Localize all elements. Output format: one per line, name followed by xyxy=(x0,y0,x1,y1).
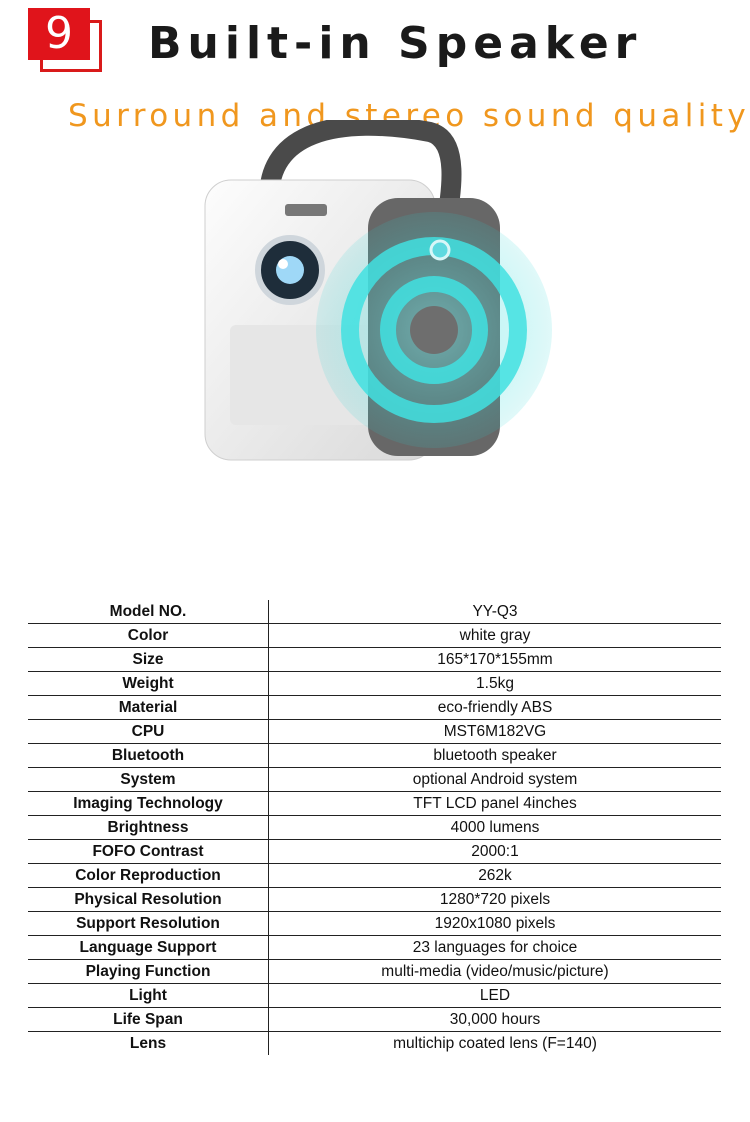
projector-top-vent xyxy=(285,204,327,216)
spec-label: Life Span xyxy=(28,1008,269,1032)
projector-image xyxy=(190,120,560,470)
spec-label: Color Reproduction xyxy=(28,864,269,888)
page-subtitle: Surround and stereo sound quality xyxy=(68,98,750,134)
section-number: 9 xyxy=(45,8,73,59)
spec-label: Lens xyxy=(129,1035,167,1052)
spec-value: eco-friendly ABS xyxy=(269,696,722,720)
spec-row xyxy=(28,1008,721,1032)
spec-table xyxy=(28,600,721,1055)
spec-value: LED xyxy=(269,984,722,1008)
spec-row xyxy=(28,768,721,792)
spec-label: Weight xyxy=(28,672,269,696)
spec-value: 23 languages for choice xyxy=(269,936,722,960)
sound-wave-core xyxy=(410,306,458,354)
spec-value: YY-Q3 xyxy=(269,600,722,624)
spec-value: MST6M182VG xyxy=(269,720,722,744)
spec-row xyxy=(28,816,721,840)
spec-label: Imaging Technology xyxy=(28,792,269,816)
spec-label: Language Support xyxy=(28,936,269,960)
spec-value: TFT LCD panel 4inches xyxy=(269,792,722,816)
spec-label: Light xyxy=(28,984,269,1008)
spec-label: System xyxy=(28,768,269,792)
spec-row xyxy=(28,792,721,816)
spec-row xyxy=(28,720,721,744)
spec-row xyxy=(28,1032,721,1056)
spec-value: 1280*720 pixels xyxy=(269,888,722,912)
spec-row xyxy=(28,912,721,936)
spec-row xyxy=(28,864,721,888)
spec-value: white gray xyxy=(269,624,722,648)
spec-row xyxy=(28,840,721,864)
spec-row xyxy=(28,936,721,960)
spec-label: Support Resolution xyxy=(28,912,269,936)
spec-label: FOFO Contrast xyxy=(28,840,269,864)
spec-value: 165*170*155mm xyxy=(269,648,722,672)
spec-row xyxy=(28,672,721,696)
spec-value: 2000:1 xyxy=(269,840,722,864)
spec-row xyxy=(28,744,721,768)
spec-value: 262k xyxy=(269,864,722,888)
spec-row xyxy=(28,600,721,624)
spec-row xyxy=(28,960,721,984)
spec-row xyxy=(28,648,721,672)
spec-row xyxy=(28,696,721,720)
spec-label: Model NO. xyxy=(28,600,269,624)
spec-value: optional Android system xyxy=(269,768,722,792)
spec-value: bluetooth speaker xyxy=(269,744,722,768)
spec-label: Bluetooth xyxy=(28,744,269,768)
spec-label: Physical Resolution xyxy=(28,888,269,912)
spec-label: Brightness xyxy=(28,816,269,840)
spec-value: 1920x1080 pixels xyxy=(269,912,722,936)
spec-label: Size xyxy=(28,648,269,672)
spec-row xyxy=(28,984,721,1008)
spec-label: CPU xyxy=(28,720,269,744)
spec-value: 1.5kg xyxy=(269,672,722,696)
spec-row xyxy=(28,624,721,648)
spec-value: multichip coated lens (F=140) xyxy=(269,1032,722,1056)
spec-label: Color xyxy=(28,624,269,648)
spec-value: 30,000 hours xyxy=(269,1008,722,1032)
handle-mount xyxy=(431,241,449,259)
spec-value: 4000 lumens xyxy=(269,816,722,840)
spec-row xyxy=(28,888,721,912)
page-title: Built-in Speaker xyxy=(148,18,643,69)
badge-front xyxy=(28,8,90,60)
spec-value: multi-media (video/music/picture) xyxy=(269,960,722,984)
spec-label: Material xyxy=(28,696,269,720)
spec-label: Playing Function xyxy=(28,960,269,984)
section-number-badge xyxy=(28,8,104,74)
